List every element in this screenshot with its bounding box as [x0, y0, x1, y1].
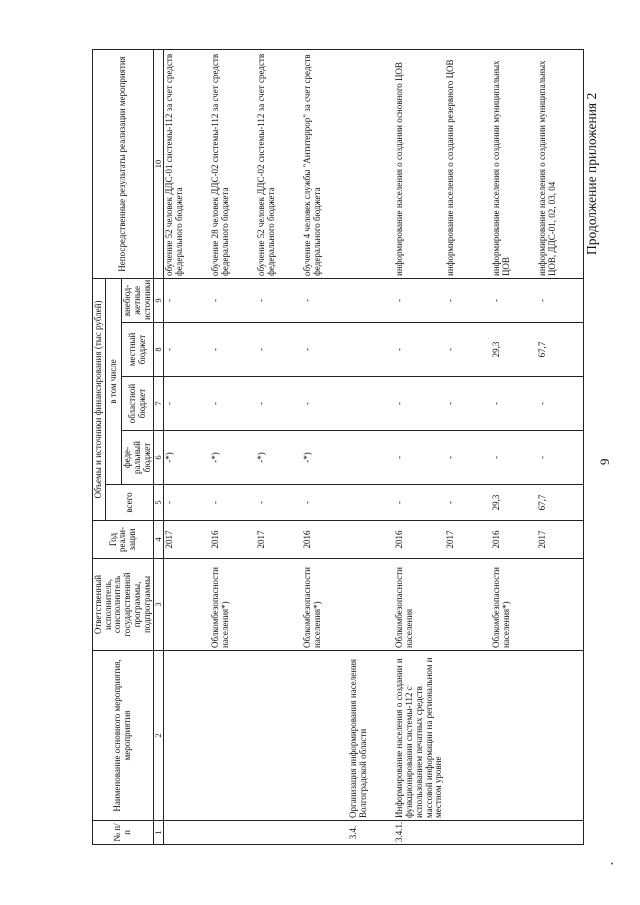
header-regional: областной бюджет — [122, 377, 154, 431]
table-row — [256, 49, 302, 844]
row-year: 2016 — [210, 521, 256, 559]
row-name — [537, 651, 584, 821]
table-row — [537, 49, 584, 844]
row-name: Организация информирования населения Волгоградской области — [348, 651, 394, 821]
colnum: 6 — [154, 431, 164, 485]
row-name — [164, 651, 211, 821]
header-num: № п/п — [93, 821, 154, 845]
row-regional — [348, 377, 394, 431]
row-federal: - — [491, 431, 537, 485]
row-number — [302, 821, 348, 845]
row-number — [210, 821, 256, 845]
table-row — [394, 49, 445, 844]
header-row-1 — [93, 49, 106, 844]
row-local: - — [302, 323, 348, 377]
row-regional: - — [164, 377, 211, 431]
header-local: местный бюджет — [122, 323, 154, 377]
row-name — [210, 651, 256, 821]
row-year: 2016 — [302, 521, 348, 559]
continuation-heading: Продолжение приложения 2 — [584, 92, 599, 255]
row-responsible: Облкомбезопасности населения*) — [210, 559, 256, 651]
row-total — [348, 485, 394, 521]
row-regional: - — [210, 377, 256, 431]
row-extra: - — [537, 278, 584, 322]
row-number — [445, 821, 491, 845]
row-responsible: Облкомбезопасности населения — [394, 559, 445, 651]
row-federal: - — [445, 431, 491, 485]
row-name — [491, 651, 537, 821]
row-extra: - — [256, 278, 302, 322]
row-regional: - — [256, 377, 302, 431]
row-year: 2017 — [445, 521, 491, 559]
table-row — [445, 49, 491, 844]
row-extra: - — [491, 278, 537, 322]
row-federal: - — [537, 431, 584, 485]
row-federal — [348, 431, 394, 485]
header-results: Непосредственные результаты реализации мероприятия — [93, 49, 154, 278]
row-total: - — [256, 485, 302, 521]
row-result: обучение 52 человек ДДС-02 системы-112 за счет средств федерального бюджета — [256, 49, 302, 278]
row-year — [348, 521, 394, 559]
row-federal: -*) — [302, 431, 348, 485]
row-number — [491, 821, 537, 845]
colnum: 1 — [154, 821, 164, 845]
row-federal: -*) — [210, 431, 256, 485]
colnum: 8 — [154, 323, 164, 377]
colnum: 2 — [154, 651, 164, 821]
row-total: - — [394, 485, 445, 521]
header-federal: феде-ральный бюджет — [122, 431, 154, 485]
header-name: Наименование основного мероприятия, мероприятия — [93, 651, 154, 821]
row-responsible — [537, 559, 584, 651]
table-row — [164, 49, 211, 844]
colnum: 7 — [154, 377, 164, 431]
row-name — [256, 651, 302, 821]
colnum: 10 — [154, 49, 164, 278]
row-responsible: Облкомбезопасности населения*) — [491, 559, 537, 651]
row-total: - — [445, 485, 491, 521]
row-total: 67,7 — [537, 485, 584, 521]
row-result: информирование населения о создании основного ЦОВ — [394, 49, 445, 278]
row-result: информирование населения о создании резервного ЦОВ — [445, 49, 491, 278]
row-local: 29,3 — [491, 323, 537, 377]
row-result: информирование населения о создании муниципальных ЦОВ, ДДС-01, 02, 03, 04 — [537, 49, 584, 278]
row-responsible — [256, 559, 302, 651]
row-responsible — [348, 559, 394, 651]
row-result: обучение 28 человек ДДС-02 системы-112 за счет средств федерального бюджета — [210, 49, 256, 278]
row-local: 67,7 — [537, 323, 584, 377]
row-year: 2017 — [537, 521, 584, 559]
header-responsible: Ответственный исполнитель, соисполнитель государственной программы, подпрограммы — [93, 559, 154, 651]
row-regional: - — [491, 377, 537, 431]
row-name: Информирование населения о создании и функционировании системы-112 с использованием печатных средств массовой информации на региональном и местном уровне — [394, 651, 445, 821]
row-local: - — [210, 323, 256, 377]
colnum: 9 — [154, 278, 164, 322]
row-extra — [348, 278, 394, 322]
table-row — [348, 49, 394, 844]
row-regional: - — [537, 377, 584, 431]
row-result — [348, 49, 394, 278]
colnum: 3 — [154, 559, 164, 651]
row-regional: - — [394, 377, 445, 431]
row-number — [256, 821, 302, 845]
row-name — [445, 651, 491, 821]
row-name — [302, 651, 348, 821]
header-incl: в том числе — [105, 278, 121, 484]
colnum: 4 — [154, 521, 164, 559]
row-federal: - — [394, 431, 445, 485]
row-local: - — [445, 323, 491, 377]
row-number — [537, 821, 584, 845]
page-number: 9 — [597, 458, 612, 465]
table-body — [164, 49, 584, 844]
header-extra: внебюд-жетные источники — [122, 278, 154, 322]
row-year: 2017 — [256, 521, 302, 559]
row-year: 2016 — [394, 521, 445, 559]
row-total: 29,3 — [491, 485, 537, 521]
row-regional: - — [302, 377, 348, 431]
row-extra: - — [164, 278, 211, 322]
row-extra: - — [210, 278, 256, 322]
row-local: - — [256, 323, 302, 377]
row-total: - — [302, 485, 348, 521]
row-local: - — [164, 323, 211, 377]
row-total: - — [210, 485, 256, 521]
colnum: 5 — [154, 485, 164, 521]
row-extra: - — [394, 278, 445, 322]
row-year: 2016 — [491, 521, 537, 559]
column-number-row — [154, 49, 164, 844]
row-federal: -*) — [256, 431, 302, 485]
row-number: 3.4. — [348, 821, 394, 845]
row-responsible — [164, 559, 211, 651]
row-total: - — [164, 485, 211, 521]
funding-table — [92, 49, 584, 845]
header-total: всего — [105, 485, 154, 521]
row-local: - — [394, 323, 445, 377]
row-result: обучение 52 человек ДДС-01 системы-112 за счет средств федерального бюджета — [164, 49, 211, 278]
row-local — [348, 323, 394, 377]
row-number — [164, 821, 211, 845]
table-row — [210, 49, 256, 844]
row-responsible: Облкомбезопасности населения*) — [302, 559, 348, 651]
row-federal: -*) — [164, 431, 211, 485]
row-number: 3.4.1. — [394, 821, 445, 845]
row-extra: - — [445, 278, 491, 322]
header-funding: Объемы и источники финансирования (тыс рублей) — [93, 278, 106, 520]
table-row — [491, 49, 537, 844]
row-responsible — [445, 559, 491, 651]
row-regional: - — [445, 377, 491, 431]
header-year: Год реали-зации — [93, 521, 154, 559]
row-extra: - — [302, 278, 348, 322]
scan-artifact: • — [608, 862, 617, 865]
row-result: информирование населения о создании муниципальных ЦОВ — [491, 49, 537, 278]
row-result: обучение 4 человек службы "Антитеррор" за счет средств федерального бюджета — [302, 49, 348, 278]
table-row — [302, 49, 348, 844]
row-year: 2017 — [164, 521, 211, 559]
